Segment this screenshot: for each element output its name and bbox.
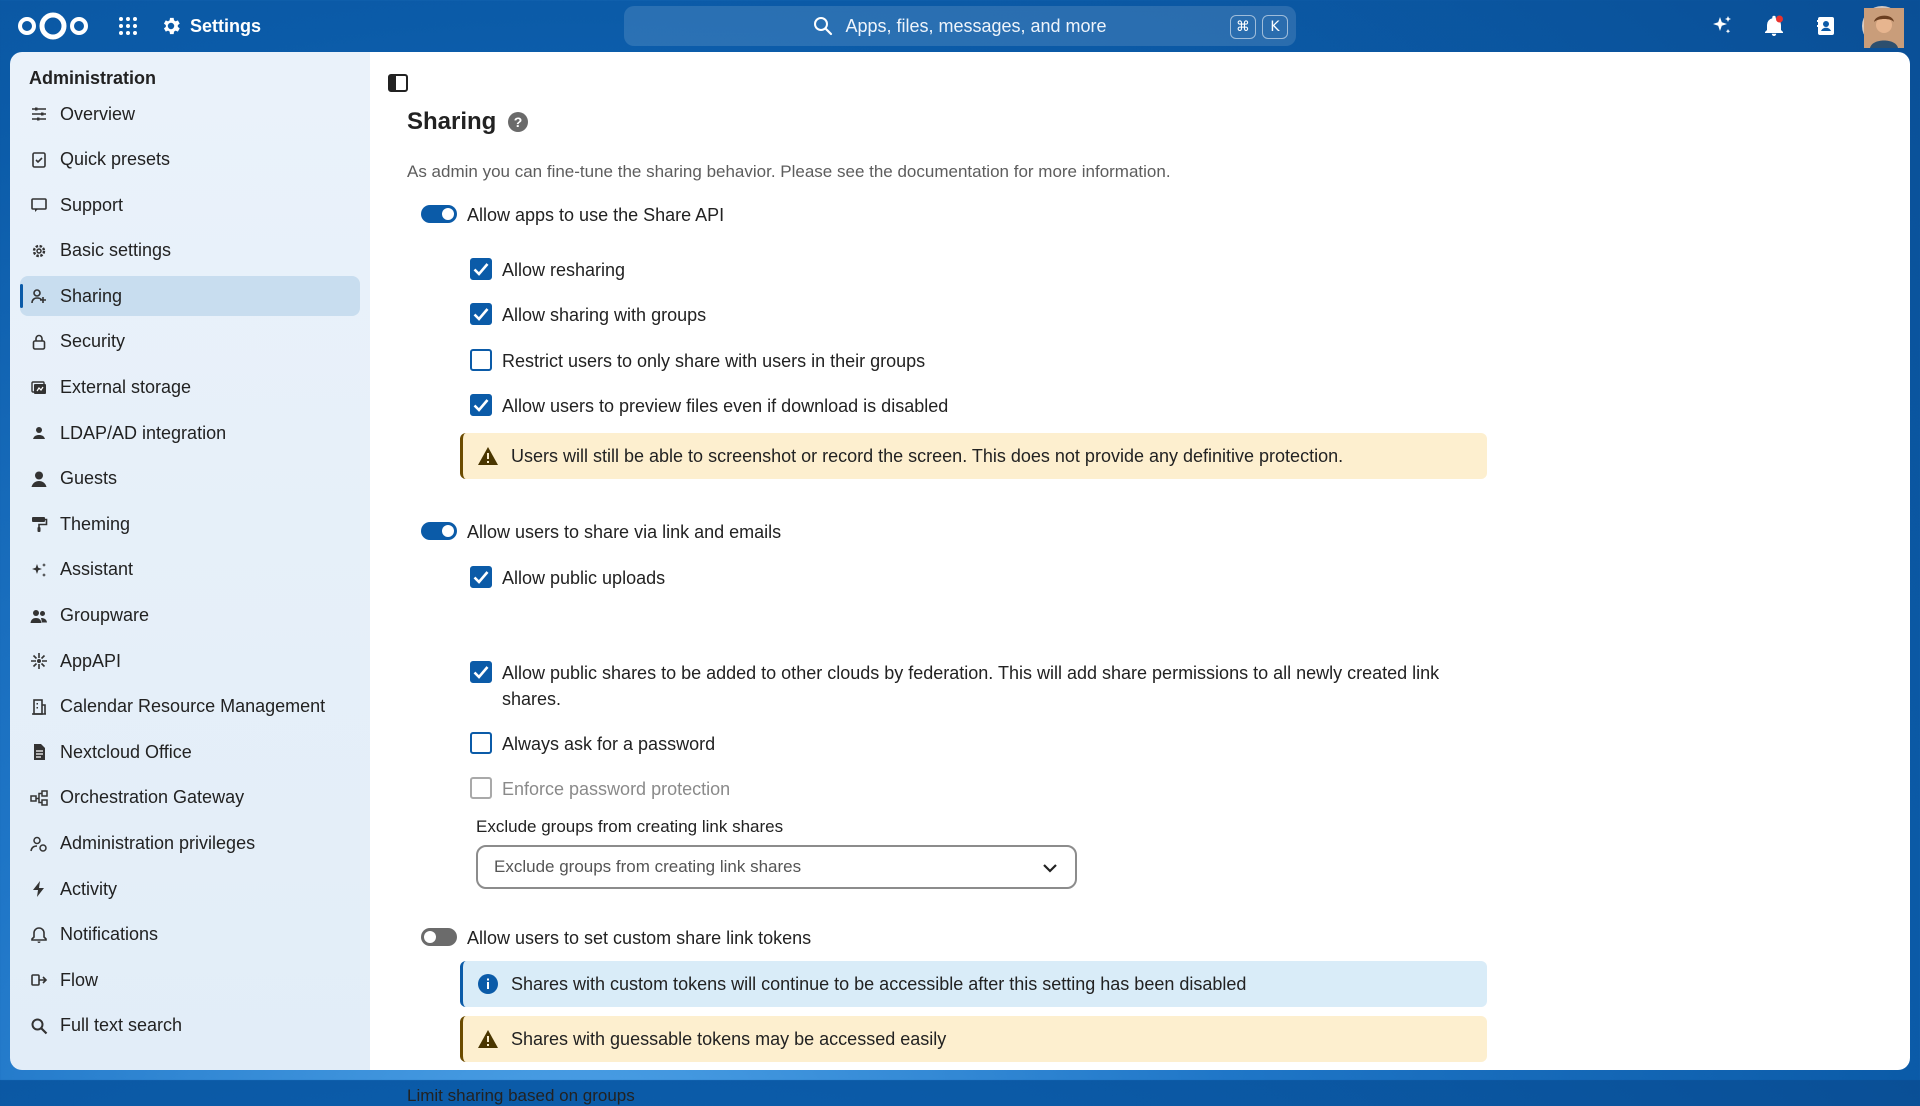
checkbox-label: Allow public uploads: [502, 568, 666, 588]
gear-icon: [160, 15, 182, 37]
checkbox-box: [470, 777, 492, 799]
sidebar-item-label: Assistant: [60, 559, 134, 580]
sidebar-item-activity[interactable]: [20, 869, 360, 909]
appapi-icon: [30, 652, 48, 670]
sidebar-item-security[interactable]: [20, 322, 360, 362]
apps-grid-icon[interactable]: [118, 16, 138, 36]
shortcut-key-k: K: [1262, 15, 1288, 39]
search-placeholder: Apps, files, messages, and more: [845, 15, 1107, 36]
sidebar-item-notifications[interactable]: [20, 915, 360, 955]
select-placeholder: Exclude groups from creating link shares: [494, 857, 802, 876]
checkbox-box[interactable]: [470, 394, 492, 416]
sidebar-item-label: Quick presets: [60, 149, 171, 170]
sidebar-item-administration-privileges[interactable]: [20, 824, 360, 864]
checkbox-box[interactable]: [470, 303, 492, 325]
link-share-switch[interactable]: [421, 522, 457, 540]
sidebar-item-support[interactable]: [20, 185, 360, 225]
lock-icon: [30, 333, 48, 351]
building-icon: [30, 698, 48, 716]
sidebar-item-calendar-resource-management[interactable]: [20, 687, 360, 727]
sidebar-item-assistant[interactable]: [20, 550, 360, 590]
sidebar-item-label: Administration privileges: [60, 833, 256, 853]
toggle-sidebar-icon[interactable]: [388, 74, 408, 92]
sidebar-item-nextcloud-office[interactable]: [20, 732, 360, 772]
presets-icon: [30, 151, 48, 169]
federation-shares-checkbox[interactable]: [470, 660, 1470, 712]
guest-icon: [30, 470, 48, 488]
sidebar-item-label: Nextcloud Office: [60, 741, 192, 762]
svg-text:?: ?: [514, 114, 523, 130]
flow-arrow-icon: [30, 971, 48, 989]
contacts-icon[interactable]: [1814, 14, 1838, 38]
settings-app-label: Settings: [190, 15, 262, 36]
avatar-image: [1864, 8, 1904, 48]
checkbox-label: Allow sharing with groups: [502, 305, 707, 325]
bell-icon: [30, 926, 48, 944]
flow-icon: [30, 789, 48, 807]
storage-icon: [30, 379, 48, 397]
settings-content: [370, 52, 1910, 1105]
checkbox-box[interactable]: [470, 661, 492, 683]
sidebar-item-orchestration-gateway[interactable]: [20, 778, 360, 818]
checkbox-label: Restrict users to only share with users in their groups: [502, 351, 926, 371]
sidebar-item-guests[interactable]: [20, 459, 360, 499]
custom-tokens-switch[interactable]: [421, 928, 457, 946]
paint-icon: [30, 515, 48, 533]
help-icon[interactable]: [508, 112, 528, 132]
sidebar-item-label: External storage: [60, 377, 192, 398]
ask-password-checkbox[interactable]: [470, 731, 715, 757]
admin-sidebar: [10, 52, 370, 1070]
checkbox-label: Enforce password protection: [502, 779, 731, 799]
checkbox-box[interactable]: [470, 349, 492, 371]
sidebar-item-label: Sharing: [60, 285, 123, 306]
exclude-groups-label: Exclude groups from creating link shares: [476, 817, 784, 836]
limit-sharing-label: Limit sharing based on groups: [407, 1086, 635, 1105]
sidebar-nav: [20, 94, 360, 1051]
support-icon: [30, 196, 48, 214]
share-api-label: Allow apps to use the Share API: [467, 205, 725, 225]
sidebar-item-ldap-ad-integration[interactable]: [20, 413, 360, 453]
section-heading: Sharing: [407, 108, 497, 135]
warning-text: Users will still be able to screenshot or record the screen. This does not provide any definitive protection.: [511, 445, 1344, 466]
sidebar-item-label: Flow: [60, 969, 99, 990]
admin-icon: [30, 835, 48, 853]
sidebar-item-flow[interactable]: [20, 960, 360, 1000]
sidebar-item-label: Full text search: [60, 1015, 183, 1036]
check-icon: [473, 262, 489, 276]
sidebar-title: Administration: [29, 68, 157, 88]
sidebar-item-label: Basic settings: [60, 240, 172, 261]
user-avatar[interactable]: [1862, 6, 1902, 46]
sidebar-item-quick-presets[interactable]: [20, 140, 360, 180]
allow-public-uploads-checkbox[interactable]: [470, 565, 665, 591]
checkbox-label: Always ask for a password: [502, 734, 716, 754]
checkbox-label: Allow public shares to be added to other clouds by federation. This will add share permissions to all newly created link shares.: [502, 663, 1440, 709]
sidebar-item-external-storage[interactable]: [20, 368, 360, 408]
custom-tokens-label: Allow users to set custom share link tokens: [467, 928, 812, 948]
enforce-password-checkbox: [470, 776, 730, 802]
check-icon: [473, 307, 489, 321]
check-icon: [473, 398, 489, 412]
share-api-toggle-row[interactable]: [421, 202, 724, 228]
checkbox-box[interactable]: [470, 732, 492, 754]
sidebar-item-sharing[interactable]: [20, 276, 360, 316]
checkbox-label: Allow users to preview files even if download is disabled: [502, 396, 949, 416]
sharing-section: [407, 104, 1507, 182]
warning-icon: [477, 1028, 499, 1050]
sidebar-item-appapi[interactable]: [20, 641, 360, 681]
warning-text: Shares with guessable tokens may be accessed easily: [511, 1028, 947, 1049]
link-share-label: Allow users to share via link and emails: [467, 522, 782, 542]
sidebar-item-label: Theming: [60, 513, 131, 534]
sidebar-item-label: Overview: [60, 103, 136, 124]
shortcut-key-cmd: ⌘: [1230, 15, 1256, 39]
sidebar-item-label: Guests: [60, 468, 118, 489]
sidebar-item-label: Support: [60, 194, 124, 215]
settings-app-link[interactable]: [160, 12, 261, 40]
warning-icon: [477, 445, 499, 467]
checkbox-box[interactable]: [470, 258, 492, 280]
custom-tokens-warning-note: [460, 1016, 1487, 1062]
sidebar-item-overview[interactable]: [20, 94, 360, 134]
info-icon: [477, 973, 499, 995]
check-icon: [473, 665, 489, 679]
sidebar-item-full-text-search[interactable]: [20, 1006, 360, 1046]
user-icon: [30, 424, 48, 442]
restrict-group-sharing-checkbox[interactable]: [470, 348, 925, 374]
top-header: [0, 0, 1920, 52]
exclude-groups-select[interactable]: [476, 845, 1077, 889]
notifications-bell-icon[interactable]: [1762, 14, 1786, 38]
sidebar-item-label: Notifications: [60, 924, 159, 945]
sidebar-item-label: LDAP/AD integration: [60, 422, 227, 443]
allow-group-sharing-checkbox[interactable]: [470, 302, 706, 328]
page-title: [407, 104, 1507, 140]
sidebar-item-label: Orchestration Gateway: [60, 787, 245, 808]
link-share-toggle-row[interactable]: [421, 519, 781, 545]
share-api-switch[interactable]: [421, 205, 457, 223]
sparkle-icon: [30, 561, 48, 579]
sidebar-item-label: AppAPI: [60, 650, 122, 671]
custom-tokens-toggle-row[interactable]: [421, 925, 811, 951]
sidebar-item-label: Groupware: [60, 605, 150, 626]
sidebar-item-label: Security: [60, 331, 126, 352]
search-shortcut: [1230, 15, 1288, 39]
lightning-icon: [30, 880, 48, 898]
preview-warning-note: [460, 433, 1487, 479]
sidebar-item-label: Calendar Resource Management: [60, 696, 326, 717]
overview-icon: [30, 105, 48, 123]
sidebar-item-theming[interactable]: [20, 504, 360, 544]
unified-search-bar[interactable]: [624, 6, 1296, 46]
chevron-down-icon: [1041, 859, 1059, 877]
info-text: Shares with custom tokens will continue to be accessible after this setting has been disabled: [511, 973, 1247, 994]
check-icon: [473, 570, 489, 584]
nextcloud-logo[interactable]: [16, 10, 90, 42]
sidebar-item-groupware[interactable]: [20, 596, 360, 636]
custom-tokens-info-note: [460, 961, 1487, 1007]
sidebar-item-basic-settings[interactable]: [20, 231, 360, 271]
document-icon: [30, 743, 48, 761]
checkbox-label: Allow resharing: [502, 260, 626, 280]
section-description: As admin you can fine-tune the sharing behavior. Please see the documentation for more information.: [407, 162, 1171, 181]
allow-preview-checkbox[interactable]: [470, 393, 948, 419]
search-icon: [813, 16, 833, 36]
checkbox-box[interactable]: [470, 566, 492, 588]
allow-resharing-checkbox[interactable]: [470, 257, 625, 283]
assistant-sparkle-icon[interactable]: [1710, 14, 1734, 38]
share-icon: [30, 287, 48, 305]
group-icon: [30, 607, 48, 625]
gear-icon: [30, 242, 48, 260]
sidebar-item-label: Activity: [60, 878, 118, 899]
search-icon: [30, 1017, 48, 1035]
